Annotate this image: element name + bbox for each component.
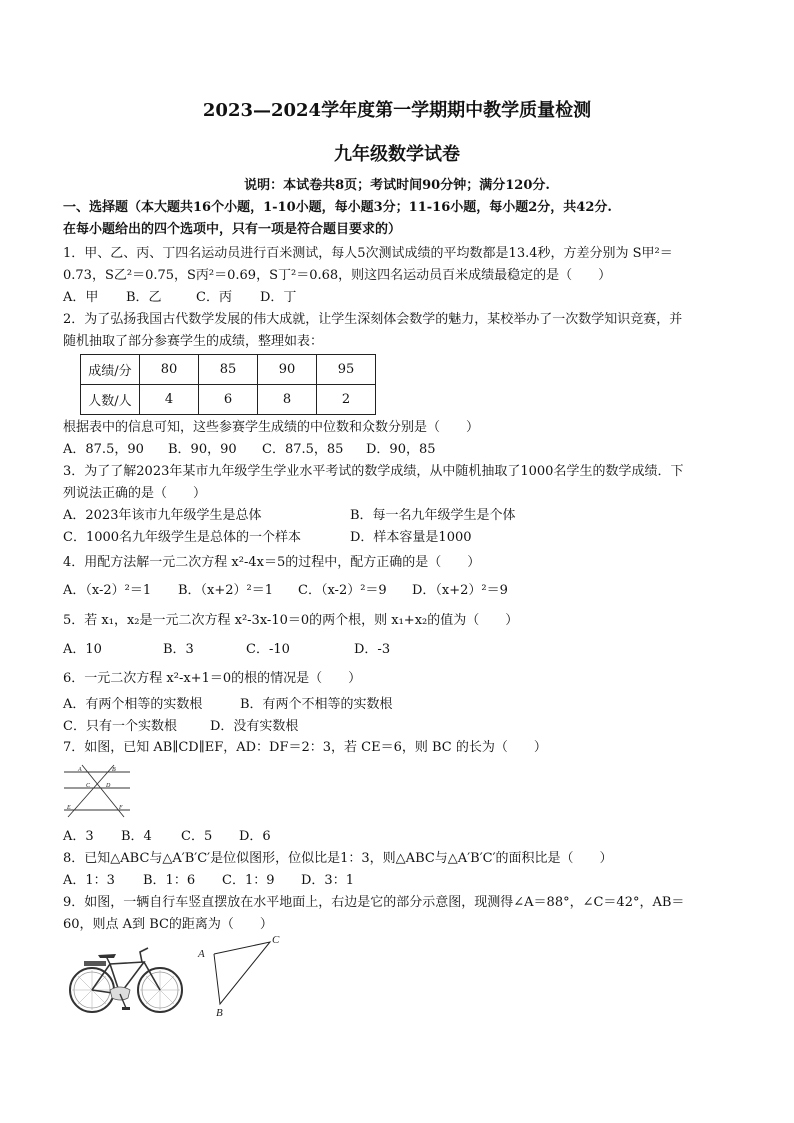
table-row [81,385,376,415]
table-cell: 85 [199,355,258,385]
q4-option-a: A．（x-2）²＝1 [63,583,152,598]
q7-option-d: D．6 [239,829,271,844]
table-cell: 90 [258,355,317,385]
q1-option-a: A．甲 [63,290,99,305]
q3-option-b: B．每一名九年级学生是个体 [350,508,516,523]
q3-stem-line1: 3．为了了解2023年某市九年级学生学业水平考试的数学成绩，从中随机抽取了1000名学生的数学成绩．下 [63,464,684,479]
q4-option-d: D．（x+2）²＝9 [412,583,508,598]
q2-option-c: C．87.5，85 [262,442,344,457]
q7-option-b: B．4 [121,829,152,844]
q8-option-c: C．1：9 [222,873,275,888]
point-label: E [67,805,71,811]
q2-stem-line2: 随机抽取了部分参赛学生的成绩，整理如表： [63,334,324,349]
q8-option-a: A．1：3 [63,873,115,888]
q7-option-c: C．5 [181,829,213,844]
q3-option-c: C．1000名九年级学生是总体的一个样本 [63,530,302,545]
q7-option-a: A．3 [63,829,94,844]
q5-option-b: B．3 [163,642,194,657]
point-label: F [119,805,123,811]
table-cell: 6 [199,385,258,415]
q9-stem-line1: 9．如图，一辆自行车竖直摆放在水平地面上，右边是它的部分示意图，现测得∠A＝88°，∠C＝42°，AB＝ [63,895,685,910]
q8-option-d: D．3：1 [301,873,354,888]
table-cell: 95 [317,355,376,385]
q2-stem-line1: 2．为了弘扬我国古代数学发展的伟大成就，让学生深刻体会数学的魅力，某校举办了一次数学知识竞赛，并 [63,312,683,327]
table-row [81,355,376,385]
q1-option-d: D．丁 [260,290,297,305]
exam-subtitle: 九年级数学试卷 [334,144,460,165]
q4-option-b: B．（x+2）²＝1 [178,583,274,598]
section-heading-line2: 在每小题给出的四个选项中，只有一项是符合题目要求的） [63,222,402,237]
point-label: B [216,1007,223,1019]
q5-stem: 5．若 x₁，x₂是一元二次方程 x²-3x-10＝0的两个根，则 x₁+x₂的值为（ ） [63,613,519,628]
q1-option-c: C．丙 [196,290,232,305]
table-cell: 成绩/分 [81,355,140,385]
table-cell: 人数/人 [81,385,140,415]
q4-stem: 4．用配方法解一元二次方程 x²-4x＝5的过程中，配方正确的是（ ） [63,555,481,570]
point-label: A [198,948,205,960]
q2-option-a: A．87.5，90 [63,442,144,457]
q5-option-d: D．-3 [354,642,391,657]
q6-option-d: D．没有实数根 [210,719,299,734]
bicycle-image [62,940,190,1018]
q6-stem: 6．一元二次方程 x²-x+1＝0的根的情况是（ ） [63,671,362,686]
parallel-lines-figure [62,760,134,820]
point-label: B [112,767,116,773]
triangle-figure [192,930,287,1022]
q1-stem-line2: 0.73，S乙²＝0.75，S丙²＝0.69，S丁²＝0.68，则这四名运动员百米成绩最稳定的是（ ） [63,268,612,283]
table-cell: 80 [140,355,199,385]
score-table [80,354,376,415]
table-cell: 8 [258,385,317,415]
q7-stem: 7．如图，已知 AB∥CD∥EF，AD：DF＝2：3，若 CE＝6，则 BC 的长为（ ） [63,740,547,755]
q3-option-d: D．样本容量是1000 [350,530,472,545]
point-label: A [78,767,82,773]
q6-option-c: C．只有一个实数根 [63,719,177,734]
point-label: C [86,783,91,789]
table-cell: 2 [317,385,376,415]
q2-stem-line3: 根据表中的信息可知，这些参赛学生成绩的中位数和众数分别是（ ） [63,420,480,435]
q1-stem-line1: 1．甲、乙、丙、丁四名运动员进行百米测试，每人5次测试成绩的平均数都是13.4秒，方差分别为 S甲²＝ [63,246,673,261]
q9-stem-line2: 60，则点 A到 BC的距离为（ ） [63,917,273,932]
exam-title: 2023—2024学年度第一学期期中教学质量检测 [202,100,592,121]
q2-option-b: B．90，90 [168,442,237,457]
q5-option-c: C．-10 [246,642,290,657]
q2-option-d: D．90，85 [366,442,436,457]
q4-option-c: C．（x-2）²＝9 [298,583,387,598]
q3-stem-line2: 列说法正确的是（ ） [63,486,207,501]
point-label: D [106,783,111,789]
q8-option-b: B．1：6 [143,873,196,888]
q6-option-b: B．有两个不相等的实数根 [240,697,393,712]
q3-option-a: A．2023年该市九年级学生是总体 [63,508,262,523]
exam-note: 说明：本试卷共8页；考试时间90分钟；满分120分. [244,178,550,193]
q6-option-a: A．有两个相等的实数根 [63,697,203,712]
table-cell: 4 [140,385,199,415]
section-heading-line1: 一、选择题（本大题共16个小题，1-10小题，每小题3分；11-16小题，每小题2分，共42分. [63,200,612,215]
q5-option-a: A．10 [63,642,102,657]
point-label: C [272,934,280,946]
q1-option-b: B．乙 [126,290,162,305]
q8-stem: 8．已知△ABC与△A′B′C′是位似图形，位似比是1：3，则△ABC与△A′B′C′的面积比是（ ） [63,851,613,866]
